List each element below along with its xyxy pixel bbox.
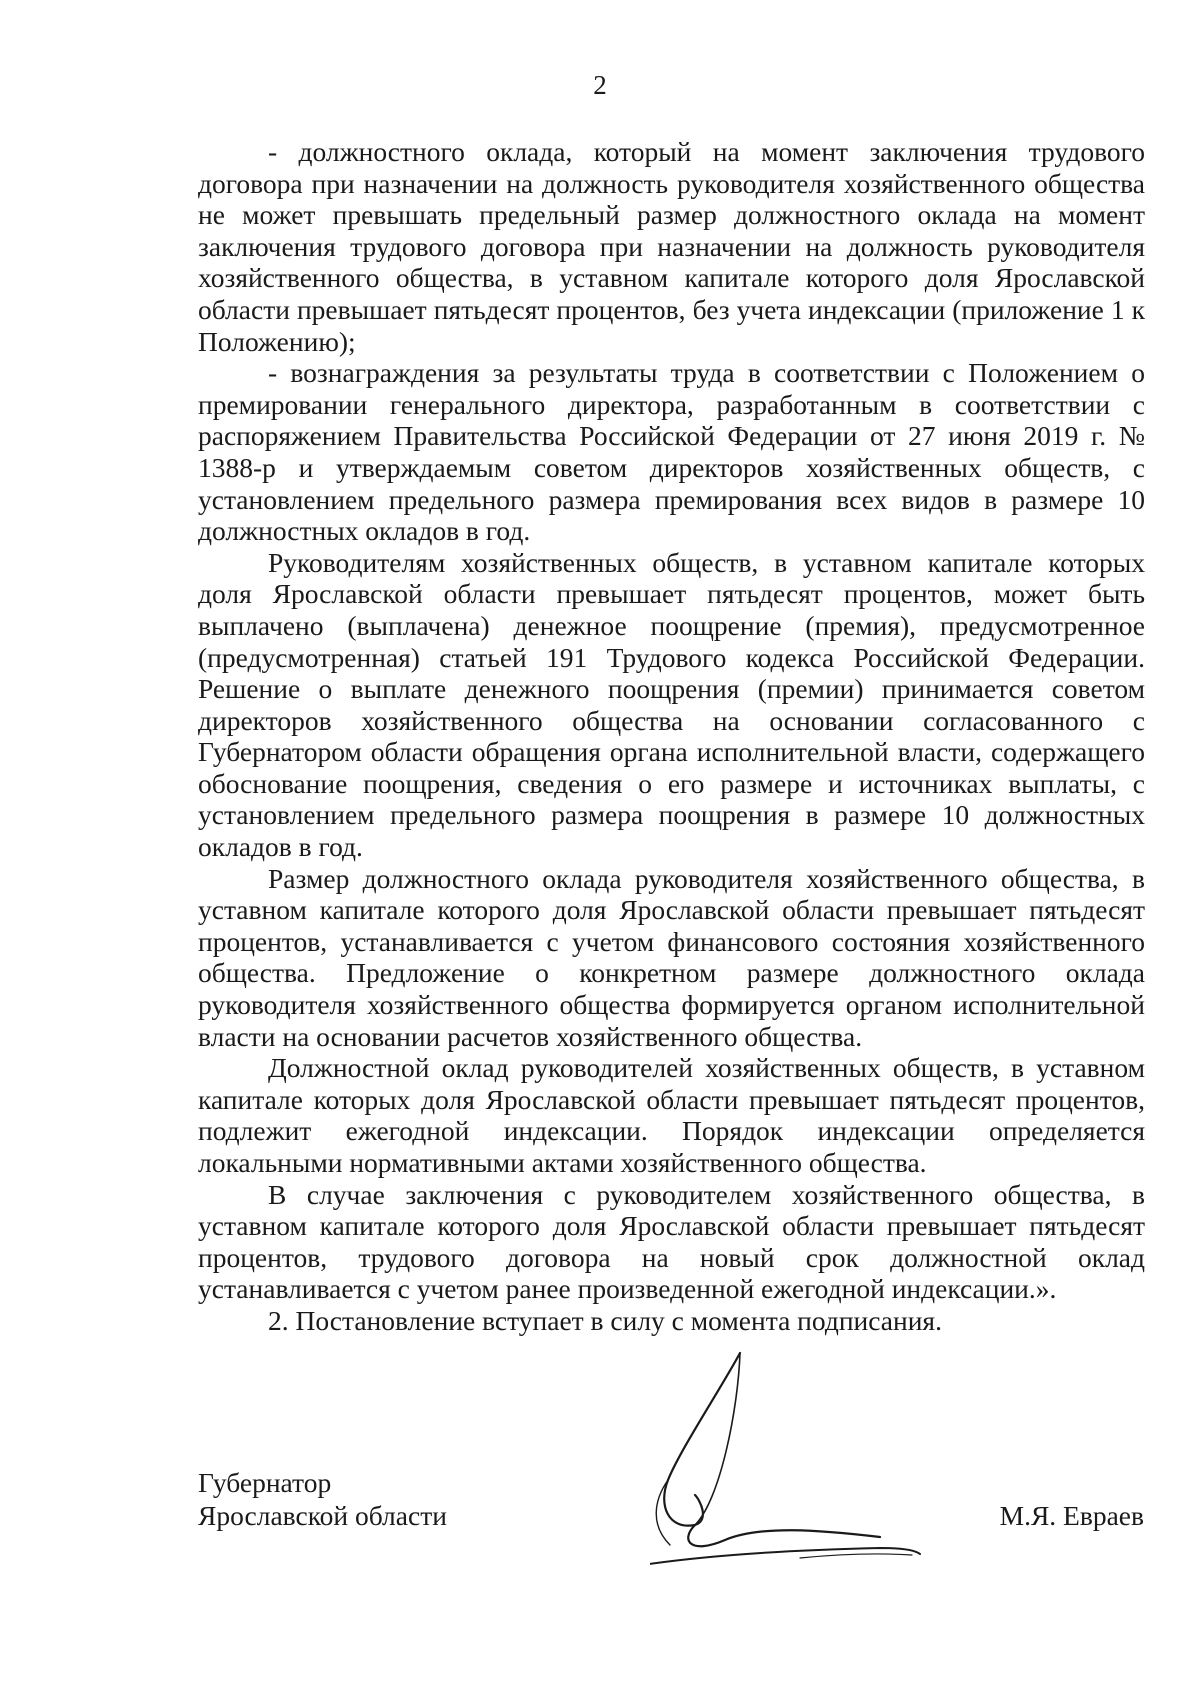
signatory-title-line1: Губернатор: [198, 1467, 332, 1498]
page-number: 2: [593, 70, 607, 100]
paragraph-effective-date: 2. Постановление вступает в силу с момента подписания.: [268, 1304, 942, 1336]
signatory-title-line2: Ярославской области: [198, 1500, 447, 1531]
paragraph-incentive-payment: Руководителям хозяйственных обществ, в уставном капитале которых доля Ярославской области превышает пятьдесят процентов, может быть выплачено (выплачена) денежное поощрение (премия), предусмотренное (предусмотренная) статьей 191 Трудового кодекса Российской Федерации. Решение о выплате денежного поощрения (премии) принимается советом директоров хозяйственного общества на основании согласованного с Губернатором области обращения органа исполнительной власти, содержащего обоснование поощрения, сведения о его размере и источниках выплаты, с установлением предельного размера поощрения в размере 10 должностных окладов в год.: [198, 546, 1145, 863]
paragraph-salary-size: Размер должностного оклада руководителя хозяйственного общества, в уставном капитале которого доля Ярославской области превышает пятьдесят процентов, устанавливается с учетом финансового состояния хозяйственного общества. Предложение о конкретном размере должностного оклада руководителя хозяйственного общества формируется органом исполнительной власти на основании расчетов хозяйственного общества.: [198, 862, 1145, 1052]
paragraph-salary-indexation: Должностной оклад руководителей хозяйственных обществ, в уставном капитале которых доля Ярославской области превышает пятьдесят процентов, подлежит ежегодной индексации. Порядок индексации определяется локальными нормативными актами хозяйственного общества.: [198, 1052, 1145, 1178]
handwritten-signature: [650, 1350, 970, 1590]
paragraph-new-contract: В случае заключения с руководителем хозяйственного общества, в уставном капитале которого доля Ярославской области превышает пятьдесят процентов, трудового договора на новый срок должностной оклад устанавливается с учетом ранее произведенной ежегодной индексации.».: [198, 1178, 1145, 1305]
paragraph-salary-clause: - должностного оклада, который на момент заключения трудового договора при назначении на должность руководителя хозяйственного общества не может превышать предельный размер должностного оклада на момент заключения трудового договора при назначении на должность руководителя хозяйственного общества, в уставном капитале которого доля Ярославской области превышает пятьдесят процентов, без учета индексации (приложение 1 к Положению);: [198, 136, 1145, 357]
paragraph-bonus-clause: - вознаграждения за результаты труда в соответствии с Положением о премировании генерального директора, разработанным в соответствии с распоряжением Правительства Российской Федерации от 27 июня 2019 г. № 1388-р и утверждаемым советом директоров хозяйственных обществ, с установлением предельного размера премирования всех видов в размере 10 должностных окладов в год.: [198, 357, 1145, 547]
signatory-title: [198, 1466, 447, 1532]
document-body: [198, 136, 1145, 1337]
signatory-name: М.Я. Евраев: [999, 1500, 1144, 1531]
